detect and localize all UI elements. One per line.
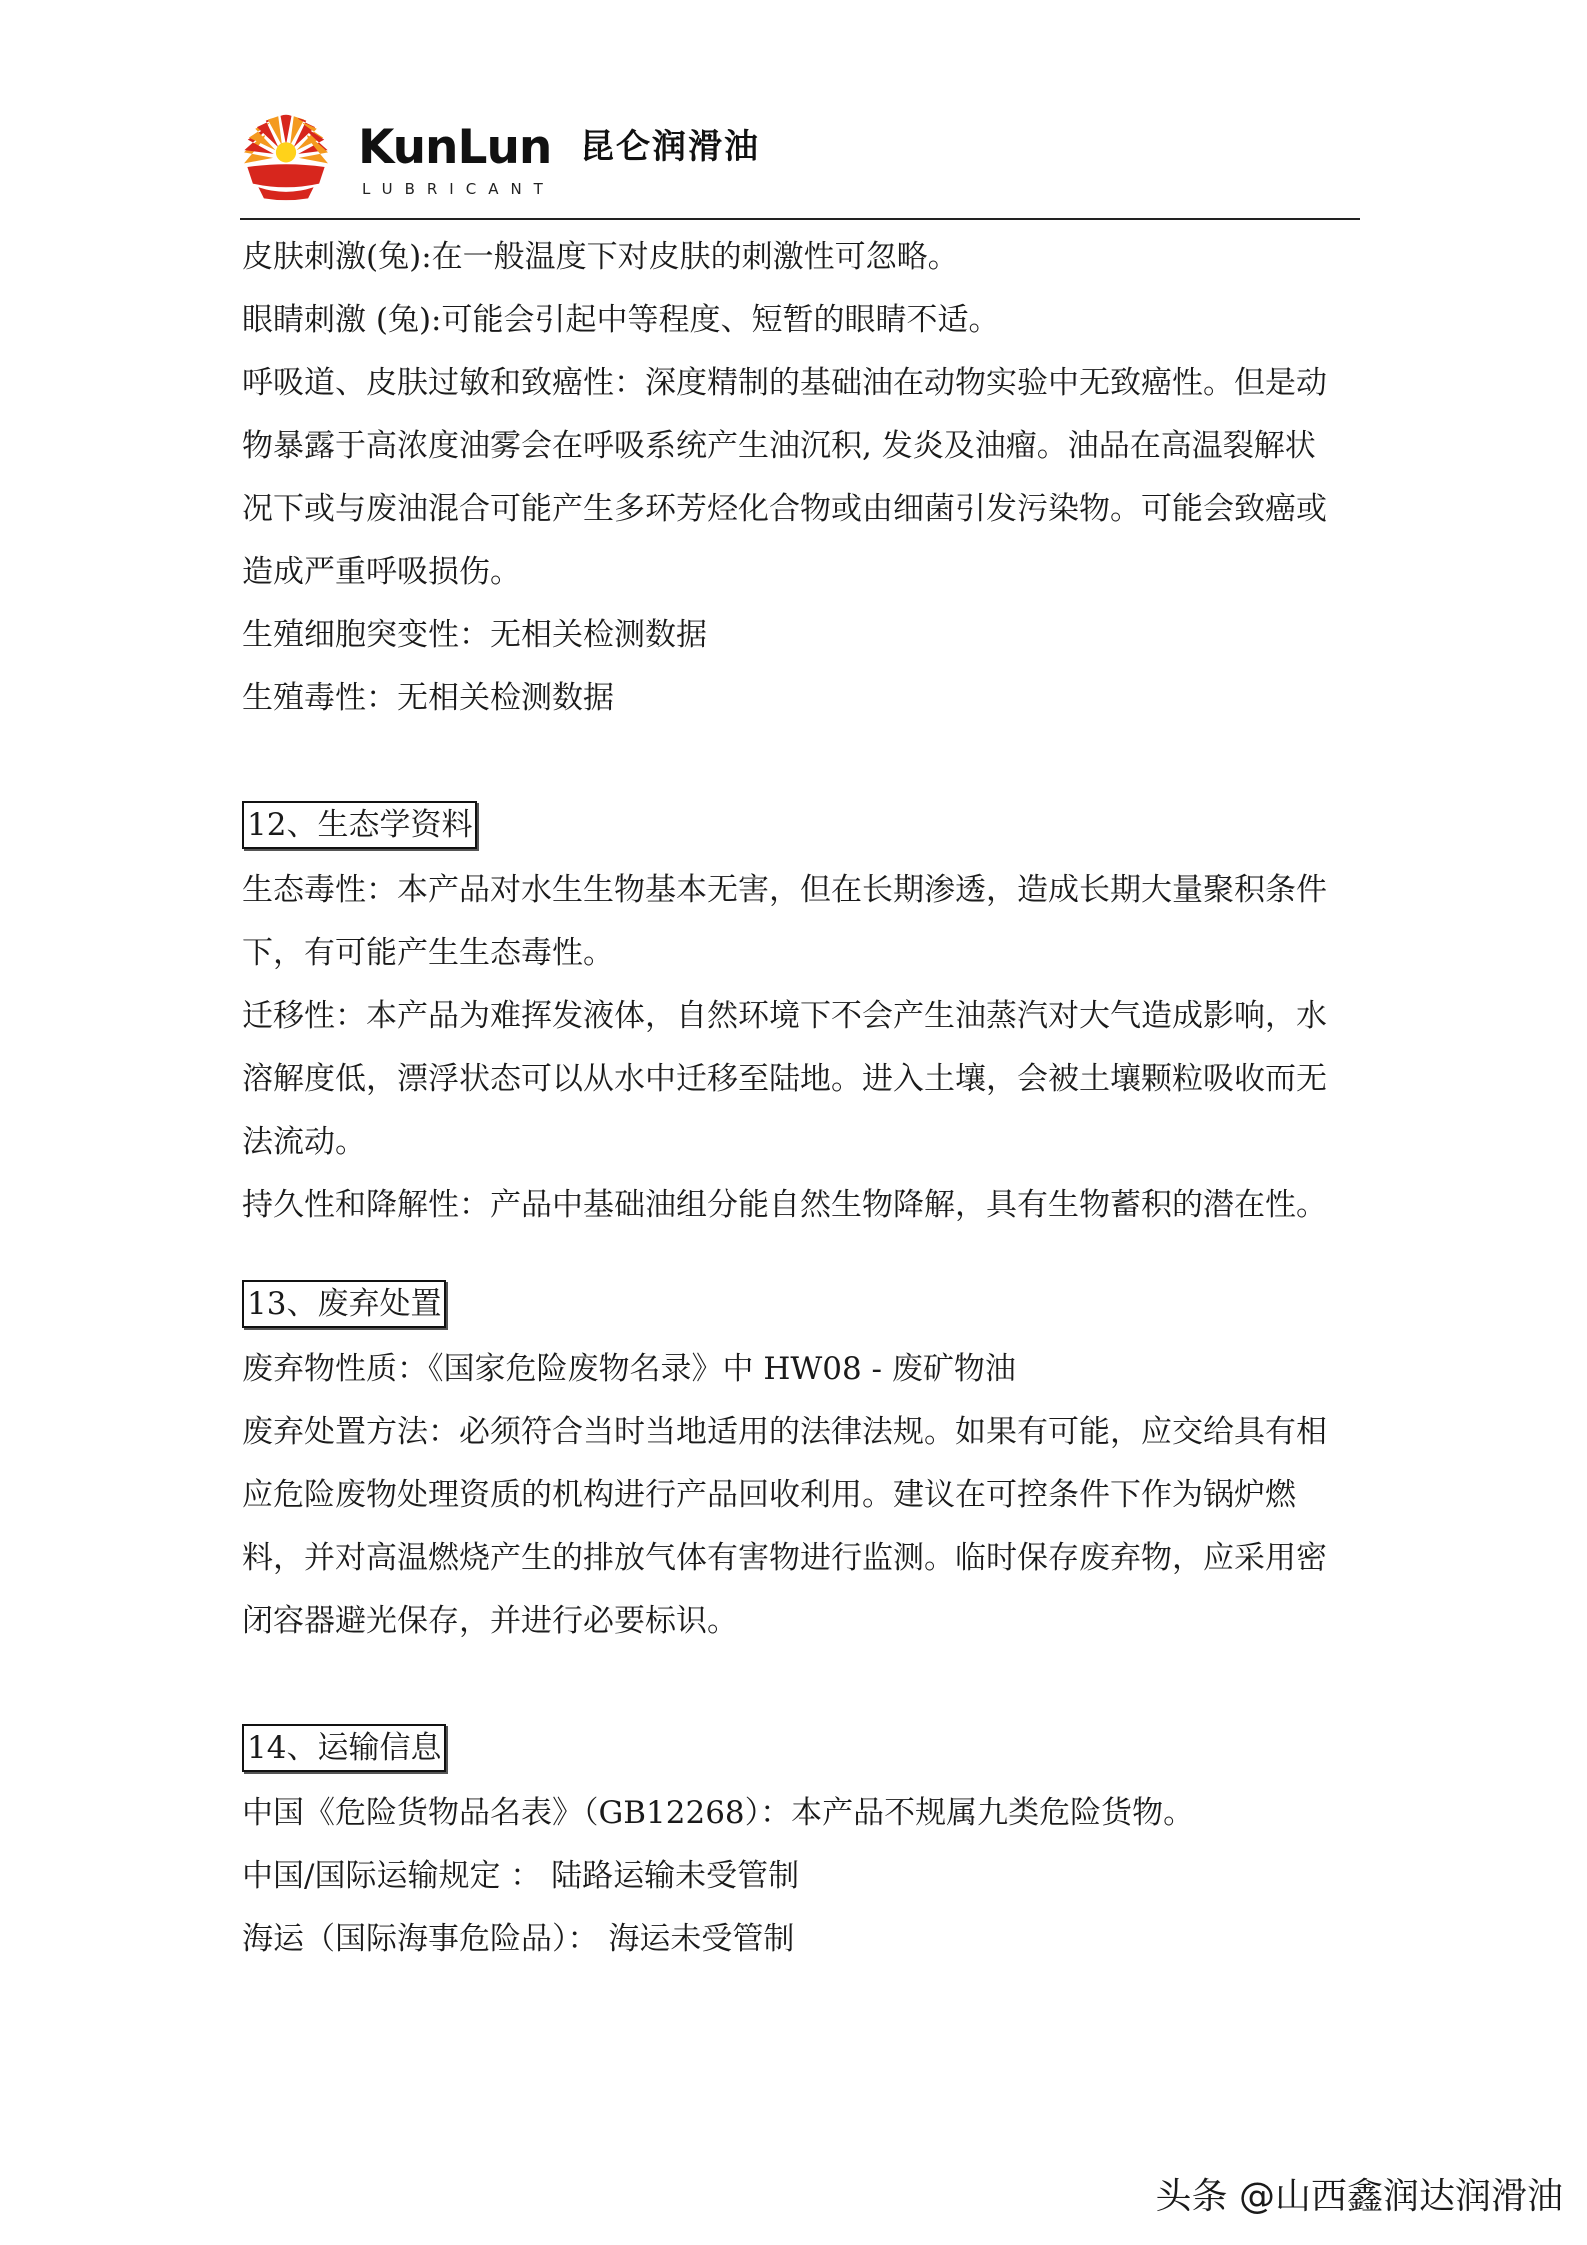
paragraph-line: 造成严重呼吸损伤。 — [242, 554, 521, 590]
section-12-title: 12、生态学资料 — [242, 801, 477, 849]
brand-name-cn: 昆仑润滑油 — [580, 127, 760, 167]
paragraph-line: 海运（国际海事危险品）： 海运未受管制 — [242, 1921, 795, 1957]
paragraph-line: 况下或与废油混合可能产生多环芳烃化合物或由细菌引发污染物。可能会致癌或 — [242, 491, 1327, 527]
paragraph-line: 废弃处置方法：必须符合当时当地适用的法律法规。如果有可能，应交给具有相 — [242, 1414, 1327, 1450]
paragraph-line: 迁移性：本产品为难挥发液体，自然环境下不会产生油蒸汽对大气造成影响，水 — [242, 998, 1327, 1034]
paragraph-line: 生殖毒性：无相关检测数据 — [242, 680, 614, 716]
document-body — [242, 226, 1360, 1971]
brand-subtitle: LUBRICANT — [362, 180, 555, 198]
kunlun-logo-icon — [240, 110, 332, 202]
header-divider — [240, 218, 1360, 220]
paragraph-line: 闭容器避光保存，并进行必要标识。 — [242, 1603, 738, 1639]
section-14-title: 14、运输信息 — [242, 1724, 446, 1772]
brand-name-en: KunLun — [358, 120, 552, 175]
paragraph-line: 中国/国际运输规定 ： 陆路运输未受管制 — [242, 1858, 800, 1894]
paragraph-line: 中国《危险货物品名表》（GB12268）：本产品不规属九类危险货物。 — [242, 1795, 1195, 1831]
paragraph-line: 皮肤刺激(兔):在一般温度下对皮肤的刺激性可忽略。 — [242, 239, 959, 275]
paragraph-line: 眼睛刺激 (兔):可能会引起中等程度、短暂的眼睛不适。 — [242, 302, 1000, 338]
paragraph-line: 持久性和降解性：产品中基础油组分能自然生物降解，具有生物蓄积的潜在性。 — [242, 1187, 1327, 1223]
paragraph-line: 生殖细胞突变性：无相关检测数据 — [242, 617, 707, 653]
paragraph-line: 应危险废物处理资质的机构进行产品回收利用。建议在可控条件下作为锅炉燃 — [242, 1477, 1296, 1513]
logo-ray — [281, 115, 292, 145]
paragraph-line: 溶解度低，漂浮状态可以从水中迁移至陆地。进入土壤，会被土壤颗粒吸收而无 — [242, 1061, 1327, 1097]
section-13-title: 13、废弃处置 — [242, 1280, 446, 1328]
paragraph-line: 呼吸道、皮肤过敏和致癌性：深度精制的基础油在动物实验中无致癌性。但是动 — [242, 365, 1327, 401]
paragraph-line: 下，有可能产生生态毒性。 — [242, 935, 614, 971]
paragraph-line: 料，并对高温燃烧产生的排放气体有害物进行监测。临时保存废弃物，应采用密 — [242, 1540, 1327, 1576]
paragraph-line: 废弃物性质：《国家危险废物名录》中 HW08 - 废矿物油 — [242, 1351, 1016, 1387]
watermark-text: 头条 @山西鑫润达润滑油 — [1155, 2176, 1563, 2217]
paragraph-line: 物暴露于高浓度油雾会在呼吸系统产生油沉积, 发炎及油瘤。油品在高温裂解状 — [242, 428, 1316, 464]
paragraph-line: 法流动。 — [242, 1124, 366, 1160]
paragraph-line: 生态毒性：本产品对水生生物基本无害，但在长期渗透，造成长期大量聚积条件 — [242, 872, 1327, 908]
page-header — [240, 110, 1360, 220]
